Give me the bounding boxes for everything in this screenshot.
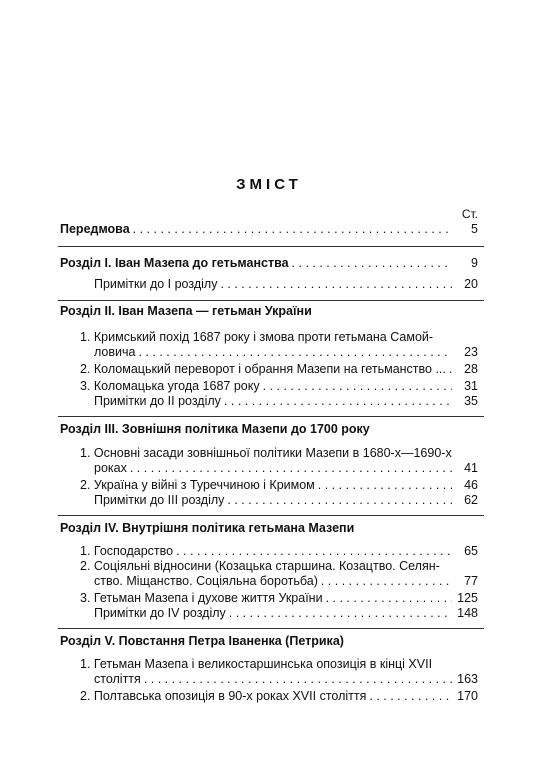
leader-dots	[220, 277, 452, 292]
leader-dots	[263, 379, 452, 394]
entry-page: 65	[464, 544, 478, 558]
entry-page: 46	[464, 478, 478, 492]
toc-entry-preface[interactable]	[60, 222, 478, 237]
leader-dots	[144, 672, 452, 687]
entry-page: 41	[464, 461, 478, 475]
section-divider	[58, 246, 484, 247]
entry-page: 5	[471, 222, 478, 236]
leader-dots	[133, 222, 452, 237]
section-divider	[58, 300, 484, 301]
entry-page: 9	[471, 256, 478, 270]
entry-text-line1: 1. Основні засади зовнішньої політики Мазепи в 1680-х—1690-х	[80, 446, 452, 460]
toc-entry[interactable]	[94, 574, 478, 589]
section-divider	[58, 515, 484, 516]
toc-section-1[interactable]	[60, 256, 478, 271]
entry-text-line1: 2. Соціяльні відносини (Козацька старшина. Козацтво. Селян-	[80, 559, 440, 573]
toc-entry[interactable]	[94, 606, 478, 621]
toc-entry[interactable]	[94, 672, 478, 687]
section-divider	[58, 416, 484, 417]
leader-dots	[326, 591, 452, 606]
toc-entry[interactable]	[80, 544, 478, 559]
entry-page: 35	[464, 394, 478, 408]
leader-dots	[138, 345, 452, 360]
leader-dots	[321, 574, 452, 589]
section-title: Розділ І. Іван Мазепа до гетьманства	[60, 256, 289, 270]
entry-page: 20	[464, 277, 478, 291]
entry-text: 2. Коломацький переворот і обрання Мазепи на гетьманство ...	[80, 362, 446, 376]
leader-dots	[369, 689, 452, 704]
leader-dots	[292, 256, 452, 271]
entry-text: 2. Україна у війні з Туреччиною і Кримом	[80, 478, 315, 492]
entry-page: 125	[457, 591, 478, 605]
toc-section-3[interactable]: Розділ ІІІ. Зовнішня політика Мазепи до 1700 року	[60, 422, 370, 436]
toc-entry[interactable]	[94, 461, 478, 476]
entry-text: Примітки до ІІ розділу	[94, 394, 221, 408]
toc-entry[interactable]	[80, 591, 478, 606]
entry-text: Примітки до ІІІ розділу	[94, 493, 225, 507]
entry-text: 3. Гетьман Мазепа і духове життя України	[80, 591, 323, 605]
toc-entry[interactable]	[94, 345, 478, 360]
section-divider	[58, 628, 484, 629]
toc-entry[interactable]	[94, 277, 478, 292]
page-column-label: Ст.	[461, 207, 478, 221]
toc-entry[interactable]	[80, 478, 478, 493]
toc-entry[interactable]	[94, 394, 478, 409]
entry-text-line2: ство. Міщанство. Соціяльна боротьба)	[94, 574, 318, 588]
toc-entry[interactable]	[80, 689, 478, 704]
entry-text: Примітки до IV розділу	[94, 606, 226, 620]
toc-entry[interactable]	[80, 379, 478, 394]
toc-section-4[interactable]: Розділ IV. Внутрішня політика гетьмана Мазепи	[60, 521, 355, 535]
leader-dots	[176, 544, 452, 559]
leader-dots	[318, 478, 452, 493]
entry-page: 31	[464, 379, 478, 393]
entry-text: 3. Коломацька угода 1687 року	[80, 379, 260, 393]
entry-text-line1: 1. Кримський похід 1687 року і змова проти гетьмана Самой-	[80, 330, 434, 344]
toc-section-2[interactable]: Розділ ІІ. Іван Мазепа — гетьман України	[60, 304, 312, 318]
toc-title: ЗМІСТ	[236, 176, 302, 193]
entry-text-line2: роках	[94, 461, 127, 475]
entry-page: 163	[457, 672, 478, 686]
entry-page: 62	[464, 493, 478, 507]
entry-page: 28	[464, 362, 478, 376]
entry-text: Передмова	[60, 222, 130, 236]
entry-text-line1: 1. Гетьман Мазепа і великостаршинська опозиція в кінці XVII	[80, 657, 433, 671]
entry-page: 23	[464, 345, 478, 359]
entry-text: Примітки до І розділу	[94, 277, 218, 291]
toc-entry[interactable]	[80, 362, 478, 377]
leader-dots	[227, 493, 452, 508]
toc-entry[interactable]	[94, 493, 478, 508]
leader-dots	[224, 394, 452, 409]
toc-section-5[interactable]: Розділ V. Повстання Петра Іваненка (Петрика)	[60, 634, 344, 648]
entry-page: 170	[457, 689, 478, 703]
entry-text-line2: століття	[94, 672, 141, 686]
entry-page: 148	[457, 606, 478, 620]
entry-text: 2. Полтавська опозиція в 90-х роках XVII століття	[80, 689, 367, 703]
leader-dots	[229, 606, 452, 621]
entry-text-line2: ловича	[94, 345, 136, 359]
leader-dots	[130, 461, 452, 476]
entry-text: 1. Господарство	[80, 544, 174, 558]
entry-page: 77	[464, 574, 478, 588]
